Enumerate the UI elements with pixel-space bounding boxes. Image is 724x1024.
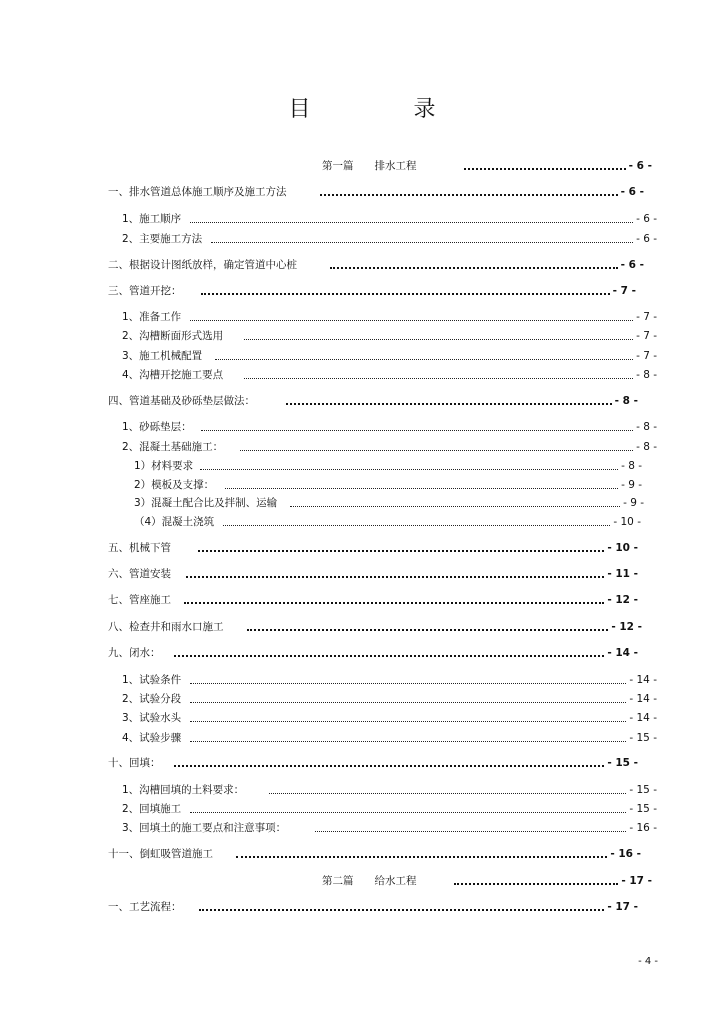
toc-leader-dots: [190, 222, 633, 223]
toc-entry-label: 五、机械下管: [108, 542, 171, 554]
toc-entry-page: - 12 -: [611, 621, 642, 633]
toc-leader-dots: [211, 242, 633, 243]
toc-entry-page: - 6 -: [636, 233, 657, 245]
toc-leader-dots: [190, 721, 626, 722]
toc-entry-page: - 15 -: [629, 803, 657, 815]
toc-entry[interactable]: [108, 647, 638, 660]
toc-entry-label: 2、主要施工方法: [122, 233, 203, 245]
toc-entry[interactable]: [122, 674, 657, 687]
toc-entry-label: 十、回填：: [108, 757, 161, 769]
toc-entry-page: - 9 -: [621, 479, 642, 491]
toc-entry-page: - 14 -: [629, 693, 657, 705]
toc-entry-page: - 15 -: [629, 732, 657, 744]
toc-entry-label: 4、试验步骤: [122, 732, 182, 744]
toc-entry-label: 1、准备工作: [122, 311, 182, 323]
toc-leader-dots: [201, 293, 610, 295]
toc-entry-page: - 7 -: [636, 330, 657, 342]
toc-leader-dots: [244, 378, 633, 379]
toc-leader-dots: [240, 450, 633, 451]
toc-entry-page: - 7 -: [636, 311, 657, 323]
toc-entry-page: - 15 -: [629, 784, 657, 796]
toc-leader-dots: [198, 550, 604, 552]
toc-entry-page: - 10 -: [607, 542, 638, 554]
toc-entry-label: 4、沟槽开挖施工要点: [122, 369, 224, 381]
toc-entry-page: - 6 -: [620, 259, 644, 271]
toc-entry[interactable]: [122, 693, 657, 706]
toc-leader-dots: [190, 320, 633, 321]
toc-entry[interactable]: [134, 460, 642, 473]
toc-leader-dots: [215, 359, 633, 360]
toc-entry-label: 3、试验水头: [122, 712, 182, 724]
toc-entry-label: 1、施工顺序: [122, 213, 182, 225]
toc-entry-label: （4）混凝土浇筑: [134, 516, 215, 528]
toc-entry[interactable]: [108, 848, 641, 861]
toc-entry[interactable]: [122, 311, 657, 324]
toc-entry[interactable]: [108, 621, 642, 634]
toc-entry-page: - 10 -: [613, 516, 641, 528]
toc-entry[interactable]: [134, 479, 642, 492]
toc-entry-label: 三、管道开挖：: [108, 285, 182, 297]
toc-entry-label: 1、砂砾垫层：: [122, 421, 192, 433]
toc-leader-dots: [464, 168, 626, 170]
toc-entry[interactable]: [108, 757, 638, 770]
toc-entry-page: - 16 -: [610, 848, 641, 860]
toc-entry[interactable]: [108, 259, 644, 272]
toc-entry[interactable]: [108, 285, 636, 298]
toc-leader-dots: [330, 267, 618, 269]
toc-leader-dots: [315, 831, 626, 832]
toc-leader-dots: [190, 702, 626, 703]
toc-entry[interactable]: [108, 901, 638, 914]
toc-entry[interactable]: [108, 542, 638, 555]
toc-entry[interactable]: [108, 594, 638, 607]
toc-entry[interactable]: [122, 822, 657, 835]
toc-entry-page: - 14 -: [629, 712, 657, 724]
toc-entry-label: 八、检查井和雨水口施工: [108, 621, 224, 633]
toc-entry[interactable]: [122, 712, 657, 725]
toc-entry-label: 3、施工机械配置: [122, 350, 203, 362]
toc-entry-label: 九、闭水：: [108, 647, 161, 659]
toc-entry-page: - 15 -: [607, 757, 638, 769]
toc-entry-page: - 11 -: [607, 568, 638, 580]
toc-entry-page: - 6 -: [620, 186, 644, 198]
toc-leader-dots: [247, 629, 609, 631]
toc-entry[interactable]: [122, 330, 657, 343]
toc-leader-dots: [454, 883, 619, 885]
toc-entry[interactable]: [122, 732, 657, 745]
toc-entry[interactable]: [122, 441, 657, 454]
toc-leader-dots: [174, 655, 605, 657]
toc-entry-label: 第二篇 给水工程: [322, 875, 417, 887]
toc-entry[interactable]: [122, 803, 657, 816]
toc-leader-dots: [190, 741, 626, 742]
toc-entry[interactable]: [122, 213, 657, 226]
toc-entry[interactable]: [122, 233, 657, 246]
toc-entry[interactable]: [108, 395, 638, 408]
toc-leader-dots: [225, 488, 618, 489]
toc-entry[interactable]: [108, 186, 644, 199]
toc-leader-dots: [244, 339, 633, 340]
toc-entry-label: 1、沟槽回填的土料要求：: [122, 784, 245, 796]
toc-entry[interactable]: [122, 350, 657, 363]
toc-entry-label: 1、试验条件: [122, 674, 182, 686]
toc-entry-label: 六、管道安装: [108, 568, 171, 580]
toc-entry-label: 2、试验分段: [122, 693, 182, 705]
toc-leader-dots: [201, 430, 633, 431]
toc-entry-label: 七、管座施工: [108, 594, 171, 606]
toc-entry-label: 2、沟槽断面形式选用: [122, 330, 224, 342]
toc-entry-page: - 7 -: [636, 350, 657, 362]
toc-leader-dots: [190, 812, 626, 813]
toc-entry-page: - 9 -: [623, 497, 644, 509]
toc-entry-page: - 6 -: [636, 213, 657, 225]
toc-entry[interactable]: [108, 568, 638, 581]
toc-entry-page: - 17 -: [607, 901, 638, 913]
toc-entry[interactable]: [122, 421, 657, 434]
toc-leader-dots: [174, 765, 605, 767]
toc-leader-dots: [186, 576, 604, 578]
toc-entry-label: 第一篇 排水工程: [322, 160, 417, 172]
toc-leader-dots: [269, 793, 626, 794]
toc-entry-label: 二、根据设计图纸放样，确定管道中心桩: [108, 259, 297, 271]
toc-entry-page: - 8 -: [636, 369, 657, 381]
toc-entry[interactable]: [134, 516, 641, 529]
toc-entry-label: 十一、倒虹吸管道施工: [108, 848, 213, 860]
toc-leader-dots: [320, 194, 618, 196]
toc-entry-page: - 16 -: [629, 822, 657, 834]
toc-entry[interactable]: [134, 497, 644, 510]
toc-entry[interactable]: [122, 369, 657, 382]
toc-entry-label: 3）混凝土配合比及拌制、运输: [134, 497, 278, 509]
toc-entry-page: - 12 -: [607, 594, 638, 606]
toc-entry-label: 2、混凝土基础施工：: [122, 441, 224, 453]
toc-entry-page: - 14 -: [607, 647, 638, 659]
toc-leader-dots: [200, 469, 618, 470]
page-number: - 4 -: [638, 956, 658, 967]
toc-entry-page: - 17 -: [621, 875, 652, 887]
toc-leader-dots: [190, 683, 626, 684]
toc-entry-label: 2）模板及支撑：: [134, 479, 215, 491]
toc-entry[interactable]: [122, 784, 657, 797]
toc-entry-page: - 6 -: [628, 160, 652, 172]
toc-entry-page: - 8 -: [636, 421, 657, 433]
toc-entry-label: 一、工艺流程：: [108, 901, 182, 913]
toc-leader-dots: [184, 602, 604, 604]
toc-leader-dots: [236, 856, 607, 858]
toc-entry-label: 一、排水管道总体施工顺序及施工方法: [108, 186, 287, 198]
toc-leader-dots: [286, 403, 612, 405]
toc-entry-label: 3、回填土的施工要点和注意事项：: [122, 822, 287, 834]
toc-entry-label: 1）材料要求: [134, 460, 194, 472]
toc-entry-page: - 8 -: [636, 441, 657, 453]
toc-entry-page: - 8 -: [614, 395, 638, 407]
toc-leader-dots: [290, 506, 620, 507]
toc-leader-dots: [199, 909, 605, 911]
toc-entry-label: 2、回填施工: [122, 803, 182, 815]
toc-entry-page: - 14 -: [629, 674, 657, 686]
toc-entry-page: - 8 -: [621, 460, 642, 472]
toc-entry[interactable]: [322, 875, 652, 888]
toc-entry[interactable]: [322, 160, 652, 173]
toc-entry-page: - 7 -: [612, 285, 636, 297]
toc-leader-dots: [223, 525, 610, 526]
toc-entry-label: 四、管道基础及砂砾垫层做法：: [108, 395, 255, 407]
page-title: 目 录: [288, 97, 484, 122]
